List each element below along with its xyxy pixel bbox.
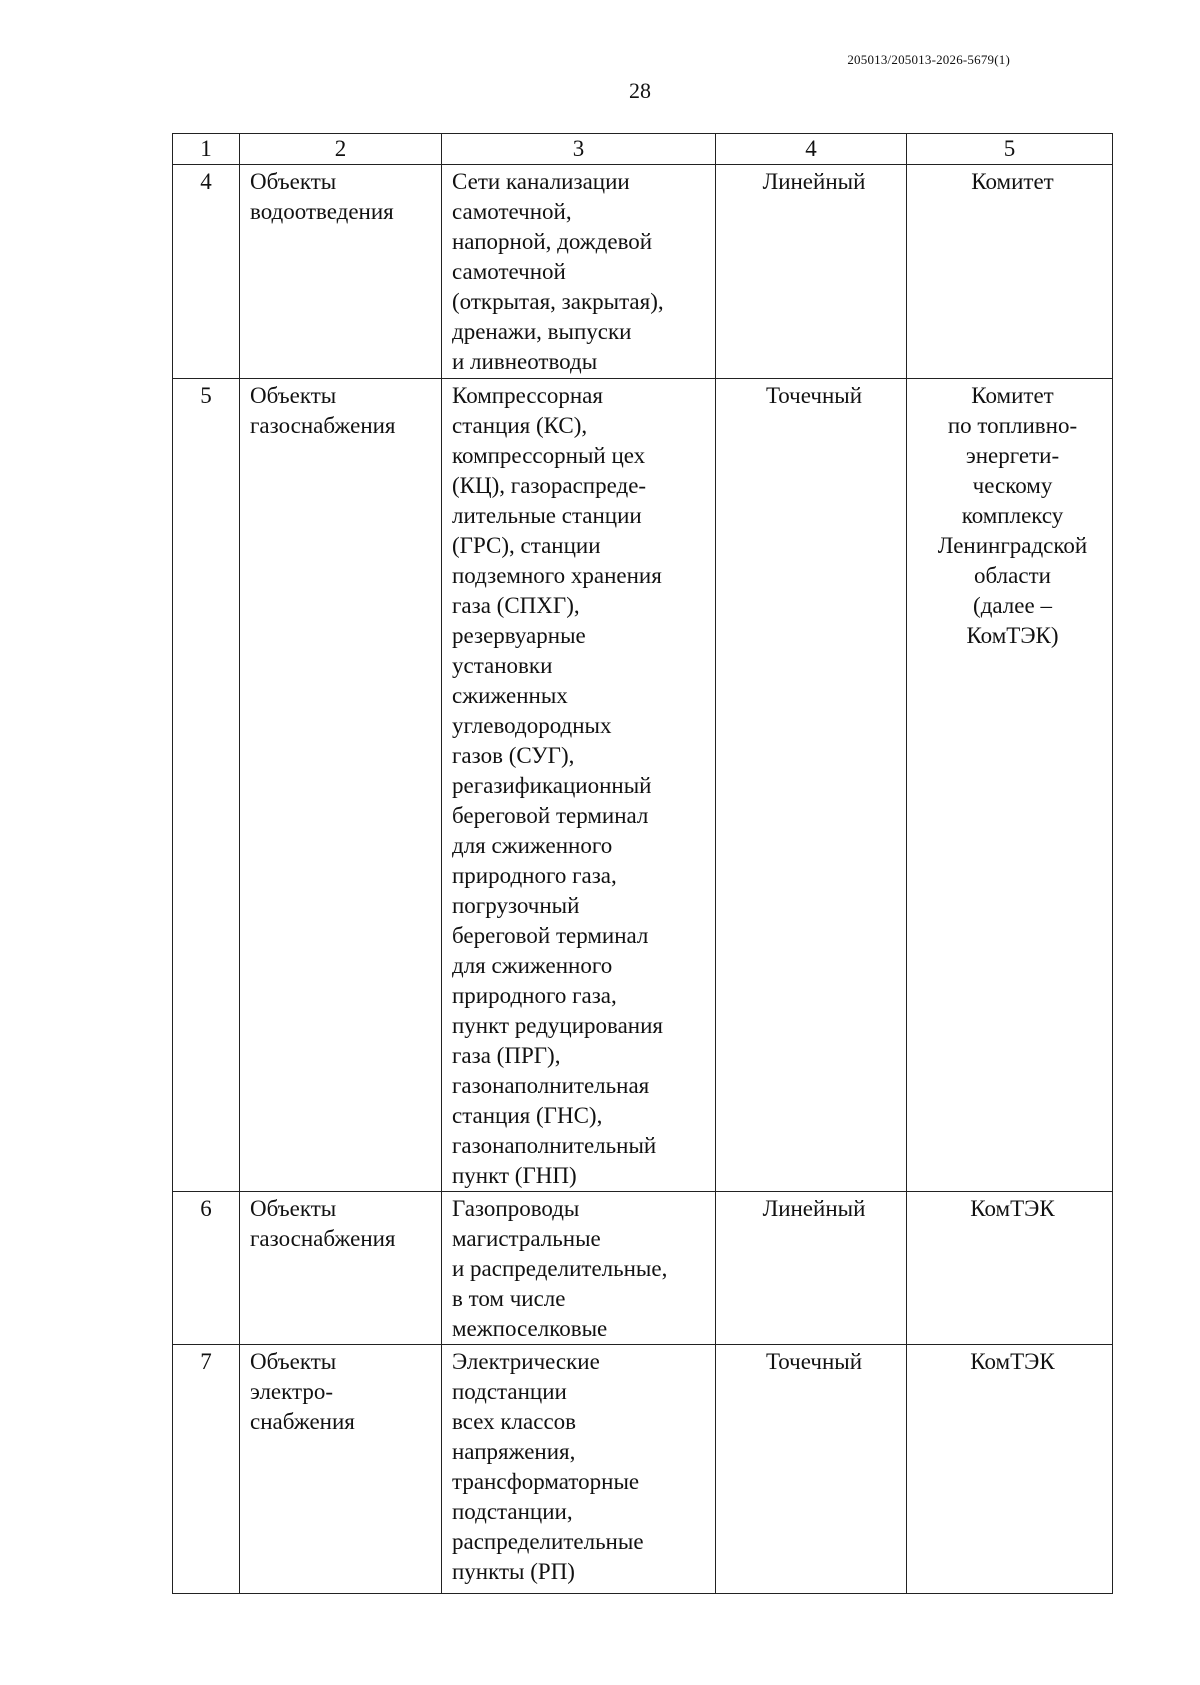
row-number: 6	[173, 1192, 240, 1345]
responsible-authority: КомТЭК	[907, 1345, 1113, 1594]
column-header-3: 3	[442, 134, 716, 165]
object-category: Объекты газоснабжения	[240, 1192, 442, 1345]
object-description: Электрические подстанции всех классов напряжения, трансформаторные подстанции, распределительные пункты (РП)	[442, 1345, 716, 1594]
page-number: 28	[629, 78, 651, 103]
object-type: Линейный	[716, 1192, 907, 1345]
table-row	[173, 1345, 1113, 1594]
objects-table	[172, 133, 1113, 1594]
column-header-1: 1	[173, 134, 240, 165]
table-row	[173, 1192, 1113, 1345]
responsible-authority: Комитет	[907, 165, 1113, 379]
document-id: 205013/205013-2026-5679(1)	[847, 52, 1010, 67]
table-header-row	[173, 134, 1113, 165]
object-description: Газопроводы магистральные и распределительные, в том числе межпоселковые	[442, 1192, 716, 1345]
object-category: Объекты водоотведения	[240, 165, 442, 379]
column-header-2: 2	[240, 134, 442, 165]
row-number: 4	[173, 165, 240, 379]
object-type: Точечный	[716, 379, 907, 1192]
object-type: Линейный	[716, 165, 907, 379]
table-row	[173, 165, 1113, 379]
object-type: Точечный	[716, 1345, 907, 1594]
object-category: Объекты электро- снабжения	[240, 1345, 442, 1594]
responsible-authority: КомТЭК	[907, 1192, 1113, 1345]
object-category: Объекты газоснабжения	[240, 379, 442, 1192]
column-header-4: 4	[716, 134, 907, 165]
row-number: 7	[173, 1345, 240, 1594]
responsible-authority: Комитет по топливно- энергети- ческому комплексу Ленинградской области (далее – КомТЭК)	[907, 379, 1113, 1192]
object-description: Компрессорная станция (КС), компрессорный цех (КЦ), газораспреде- лительные станции (ГРС), станции подземного хранения газа (СПХГ), резервуарные установки сжиженных углеводородных газов (СУГ), регазификационный береговой терминал для сжиженного природного газа, погрузочный береговой терминал для сжиженного природного газа, пункт редуцирования газа (ПРГ), газонаполнительная станция (ГНС), газонаполнительный пункт (ГНП)	[442, 379, 716, 1192]
object-description: Сети канализации самотечной, напорной, дождевой самотечной (открытая, закрытая), дренажи, выпуски и ливнеотводы	[442, 165, 716, 379]
table-row	[173, 379, 1113, 1192]
row-number: 5	[173, 379, 240, 1192]
column-header-5: 5	[907, 134, 1113, 165]
